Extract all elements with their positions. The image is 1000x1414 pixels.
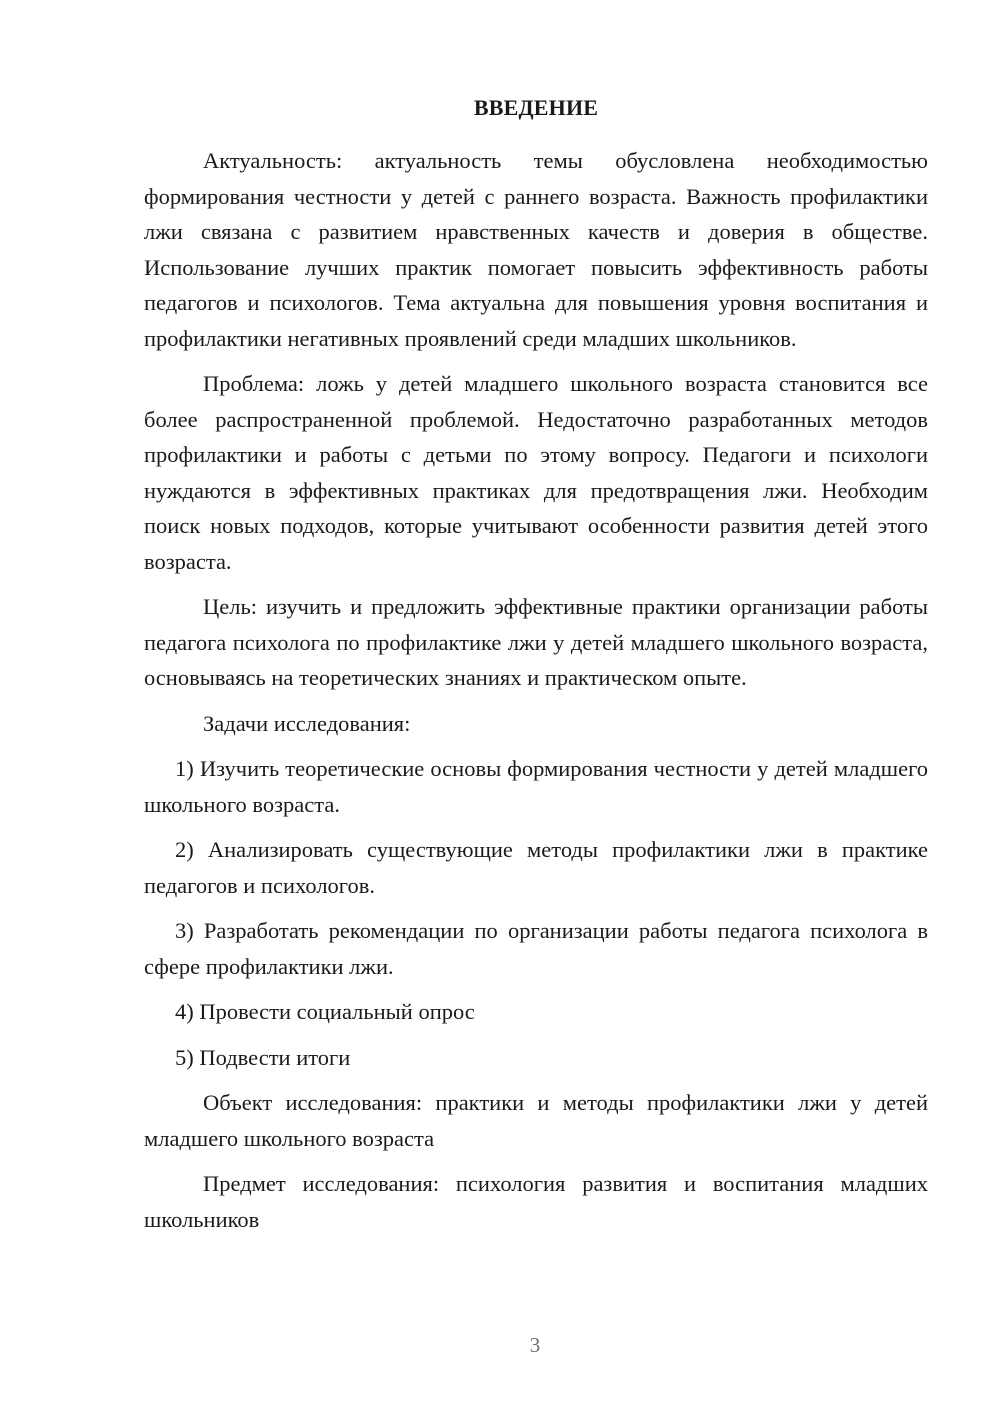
task-item-2: 2) Анализировать существующие методы профилактики лжи в практике педагогов и психологов.: [144, 837, 928, 898]
subject-paragraph: Предмет исследования: психология развития и воспитания младших школьников: [144, 1171, 928, 1232]
document-title: ВВЕДЕНИЕ: [473, 95, 599, 120]
page-number: 3: [529, 1333, 541, 1357]
relevance-paragraph: Актуальность: актуальность темы обусловлена необходимостью формирования честности у детей с раннего возраста. Важность профилактики лжи связана с развитием нравственных качеств и доверия в обществе. Использование лучших практик помогает повысить эффективность работы педагогов и психологов. Тема актуальна для повышения уровня воспитания и профилактики негативных проявлений среди младших школьников.: [144, 148, 928, 351]
task-item-5: 5) Подвести итоги: [175, 1044, 351, 1070]
tasks-heading: Задачи исследования:: [203, 710, 411, 736]
goal-paragraph: Цель: изучить и предложить эффективные практики организации работы педагога психолога по профилактике лжи у детей младшего школьного возраста, основываясь на теоретических знаниях и практическом опыте.: [144, 594, 928, 690]
problem-paragraph: Проблема: ложь у детей младшего школьного возраста становится все более распространенной проблемой. Недостаточно разработанных методов профилактики и работы с детьми по этому вопросу. Педагоги и психологи нуждаются в эффективных практиках для предотвращения лжи. Необходим поиск новых подходов, которые учитывают особенности развития детей этого возраста.: [144, 371, 928, 574]
task-item-4: 4) Провести социальный опрос: [175, 999, 475, 1024]
object-paragraph: Объект исследования: практики и методы профилактики лжи у детей младшего школьного возраста: [144, 1090, 928, 1151]
document-body: [144, 92, 928, 1247]
task-item-3: 3) Разработать рекомендации по организации работы педагога психолога в сфере профилактики лжи.: [144, 918, 928, 979]
task-item-1: 1) Изучить теоретические основы формирования честности у детей младшего школьного возраста.: [144, 756, 928, 817]
